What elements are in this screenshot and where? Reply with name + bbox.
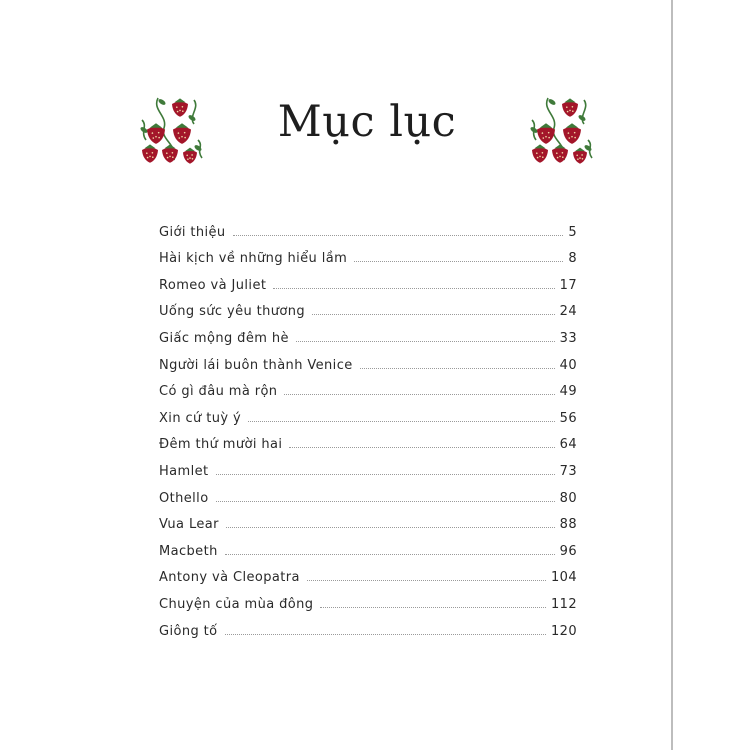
strawberry-shape <box>532 144 548 162</box>
toc-entry <box>159 240 577 267</box>
toc-entry-page-number: 73 <box>559 463 577 479</box>
dot-leader <box>307 580 546 581</box>
dot-leader <box>312 314 555 315</box>
toc-entry-page-number: 49 <box>559 384 577 400</box>
toc-entry <box>159 399 577 426</box>
strawberry-shape <box>573 148 587 164</box>
toc-entry-page-number: 80 <box>559 490 577 506</box>
toc-entry-title: Chuyện của mùa đông <box>159 596 314 612</box>
dot-leader <box>216 501 555 502</box>
toc-entry <box>159 559 577 586</box>
toc-entry-title: Giới thiệu <box>159 224 226 240</box>
dot-leader <box>289 447 554 448</box>
toc-entry <box>159 346 577 373</box>
toc-entry-title: Hài kịch về những hiểu lầm <box>159 251 348 267</box>
toc-entry <box>159 293 577 320</box>
toc-entry <box>159 266 577 293</box>
toc-entry <box>159 612 577 639</box>
toc-entry-page-number: 24 <box>559 304 577 320</box>
toc-entry-page-number: 96 <box>559 543 577 559</box>
toc-entry-page-number: 104 <box>550 570 577 586</box>
toc-entry-title: Giấc mộng đêm hè <box>159 330 289 346</box>
toc-entry-title: Người lái buôn thành Venice <box>159 357 353 373</box>
toc-entry-title: Antony và Cleopatra <box>159 570 300 586</box>
toc-entry-page-number: 40 <box>559 357 577 373</box>
toc-entry-page-number: 88 <box>559 517 577 533</box>
strawberry-shape <box>183 148 197 164</box>
toc-entry-page-number: 120 <box>550 623 577 639</box>
dot-leader <box>296 341 555 342</box>
dot-leader <box>225 634 546 635</box>
strawberry-shape <box>142 144 158 162</box>
toc-entry-title: Giông tố <box>159 623 218 639</box>
dot-leader <box>360 368 555 369</box>
dot-leader <box>320 607 546 608</box>
strawberry-shape <box>537 123 555 144</box>
dot-leader <box>226 527 555 528</box>
toc-entry-title: Othello <box>159 490 209 506</box>
dot-leader <box>216 474 555 475</box>
toc-entry-title: Vua Lear <box>159 517 219 533</box>
dot-leader <box>273 288 554 289</box>
table-of-contents <box>159 213 577 639</box>
toc-entry <box>159 532 577 559</box>
strawberry-shape <box>562 98 578 116</box>
toc-entry-title: Macbeth <box>159 543 218 559</box>
dot-leader <box>354 261 563 262</box>
toc-entry-page-number: 56 <box>559 410 577 426</box>
dot-leader <box>284 394 554 395</box>
toc-entry-page-number: 33 <box>559 330 577 346</box>
toc-entry-title: Xin cứ tuỳ ý <box>159 410 242 426</box>
toc-entry-title: Hamlet <box>159 463 209 479</box>
strawberry-shape <box>563 123 581 144</box>
toc-entry <box>159 452 577 479</box>
toc-entry-title: Uống sức yêu thương <box>159 304 306 320</box>
strawberry-shape <box>162 144 178 162</box>
toc-entry <box>159 585 577 612</box>
toc-entry <box>159 373 577 400</box>
toc-entry-page-number: 5 <box>568 224 577 240</box>
strawberry-shape <box>552 144 568 162</box>
toc-entry-page-number: 64 <box>559 437 577 453</box>
toc-entry-page-number: 17 <box>559 277 577 293</box>
strawberry-vine-icon <box>528 90 598 170</box>
toc-entry-page-number: 112 <box>550 596 577 612</box>
dot-leader <box>233 235 564 236</box>
toc-entry <box>159 426 577 453</box>
toc-entry-title: Romeo và Juliet <box>159 277 267 293</box>
dot-leader <box>248 421 555 422</box>
toc-entry <box>159 213 577 240</box>
dot-leader <box>225 554 555 555</box>
toc-entry <box>159 506 577 533</box>
toc-entry <box>159 479 577 506</box>
toc-entry <box>159 319 577 346</box>
toc-entry-title: Đêm thứ mười hai <box>159 437 283 453</box>
page-title: Mục lục <box>277 97 457 147</box>
toc-entry-title: Có gì đâu mà rộn <box>159 384 278 400</box>
toc-entry-page-number: 8 <box>568 251 577 267</box>
